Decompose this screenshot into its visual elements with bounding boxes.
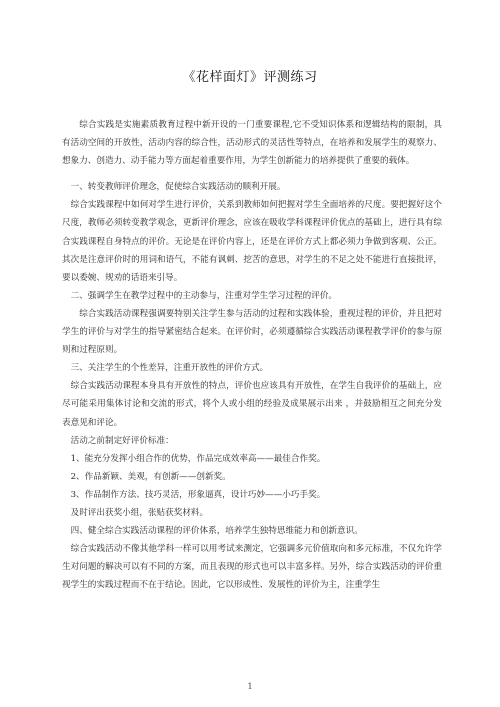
paragraph-section-3: 综合实践活动课程本身具有开放性的特点，评价也应该具有开放性，在学生自我评价的基础上，应尽可能采用集体讨论和交流的形式，将个人或小组的经验及成果展示出来 ，并鼓励相互之间充分发表意见和评论。	[62, 381, 442, 428]
section-heading-1: 一、转变教师评价理念，促使综合实践活动的顺利开展。	[70, 182, 286, 193]
criteria-item-2: 2、作品新颖、美观，有创新——创新奖。	[70, 471, 231, 482]
criteria-intro: 活动之前制定好评价标准：	[70, 435, 174, 446]
criteria-note: 及时评出获奖小组，张贴获奖材料。	[70, 507, 209, 518]
paragraph-section-4: 综合实践活动不像其他学科一样可以用考试来测定，它强调多元价值取向和多元标准，不仅允许学生对问题的解决可以有不同的方案，而且表现的形式也可以丰富多样。另外，综合实践活动的评价重视学生的实践过程而不在于结论。因此，它以形成性、发展性的评价为主，注重学生	[62, 544, 442, 591]
paragraph-gap	[62, 170, 442, 178]
document-title: 《花样面灯》评测练习	[182, 70, 318, 85]
paragraph-section-1: 综合实践课程中如何对学生进行评价，关系到教师如何把握对学生全面培养的尺度。要把握好这个尺度，教师必须转变教学观念，更新评价理念，应该在吸收学科课程评价优点的基础上，进行具有综合实践课程自身特点的评价。无论是在评价内容上，还是在评价方式上都必须力争做到客观、公正。 其次是注意评价时的用词和语气，不能有讽刺、挖苦的意思，对学生的不足之处不能进行直接批评，要以委婉、规劝的话语来引导。	[62, 200, 442, 283]
criteria-item-3: 3、作品制作方法、技巧灵活，形象逼真，设计巧妙——小巧手奖。	[70, 489, 326, 500]
page-number: 1	[247, 682, 253, 691]
section-heading-2: 二、强调学生在教学过程中的主动参与，注重对学生学习过程的评价。	[70, 290, 338, 301]
criteria-item-1: 1、能充分发挥小组合作的优势，作品完成效率高——最佳合作奖。	[70, 453, 326, 464]
document-body	[62, 116, 442, 594]
paragraph-intro: 综合实践是实施素质教育过程中新开设的一门重要课程,它不受知识体系和逻辑结构的限制，具有活动空间的开放性，活动内容的综合性，活动形式的灵活性等特点，在培养和发展学生的观察力、想象力、创造力、动手能力等方面起着重要作用，为学生创新能力的培养提供了重要的载体。	[62, 120, 442, 167]
section-heading-3: 三、关注学生的个性差异，注重开放性的评价方式。	[70, 363, 269, 374]
section-heading-4: 四、健全综合实践活动课程的评价体系，培养学生独特思维能力和创新意识。	[70, 526, 363, 537]
paragraph-section-2: 综合实践活动课程强调要特别关注学生参与活动的过程和实践体验，重视过程的评价，并且把对学生的评价与对学生的指导紧密结合起来。在评价时，必须遵循综合实践活动课程教学评价的参与原则和过程原则。	[62, 308, 442, 356]
